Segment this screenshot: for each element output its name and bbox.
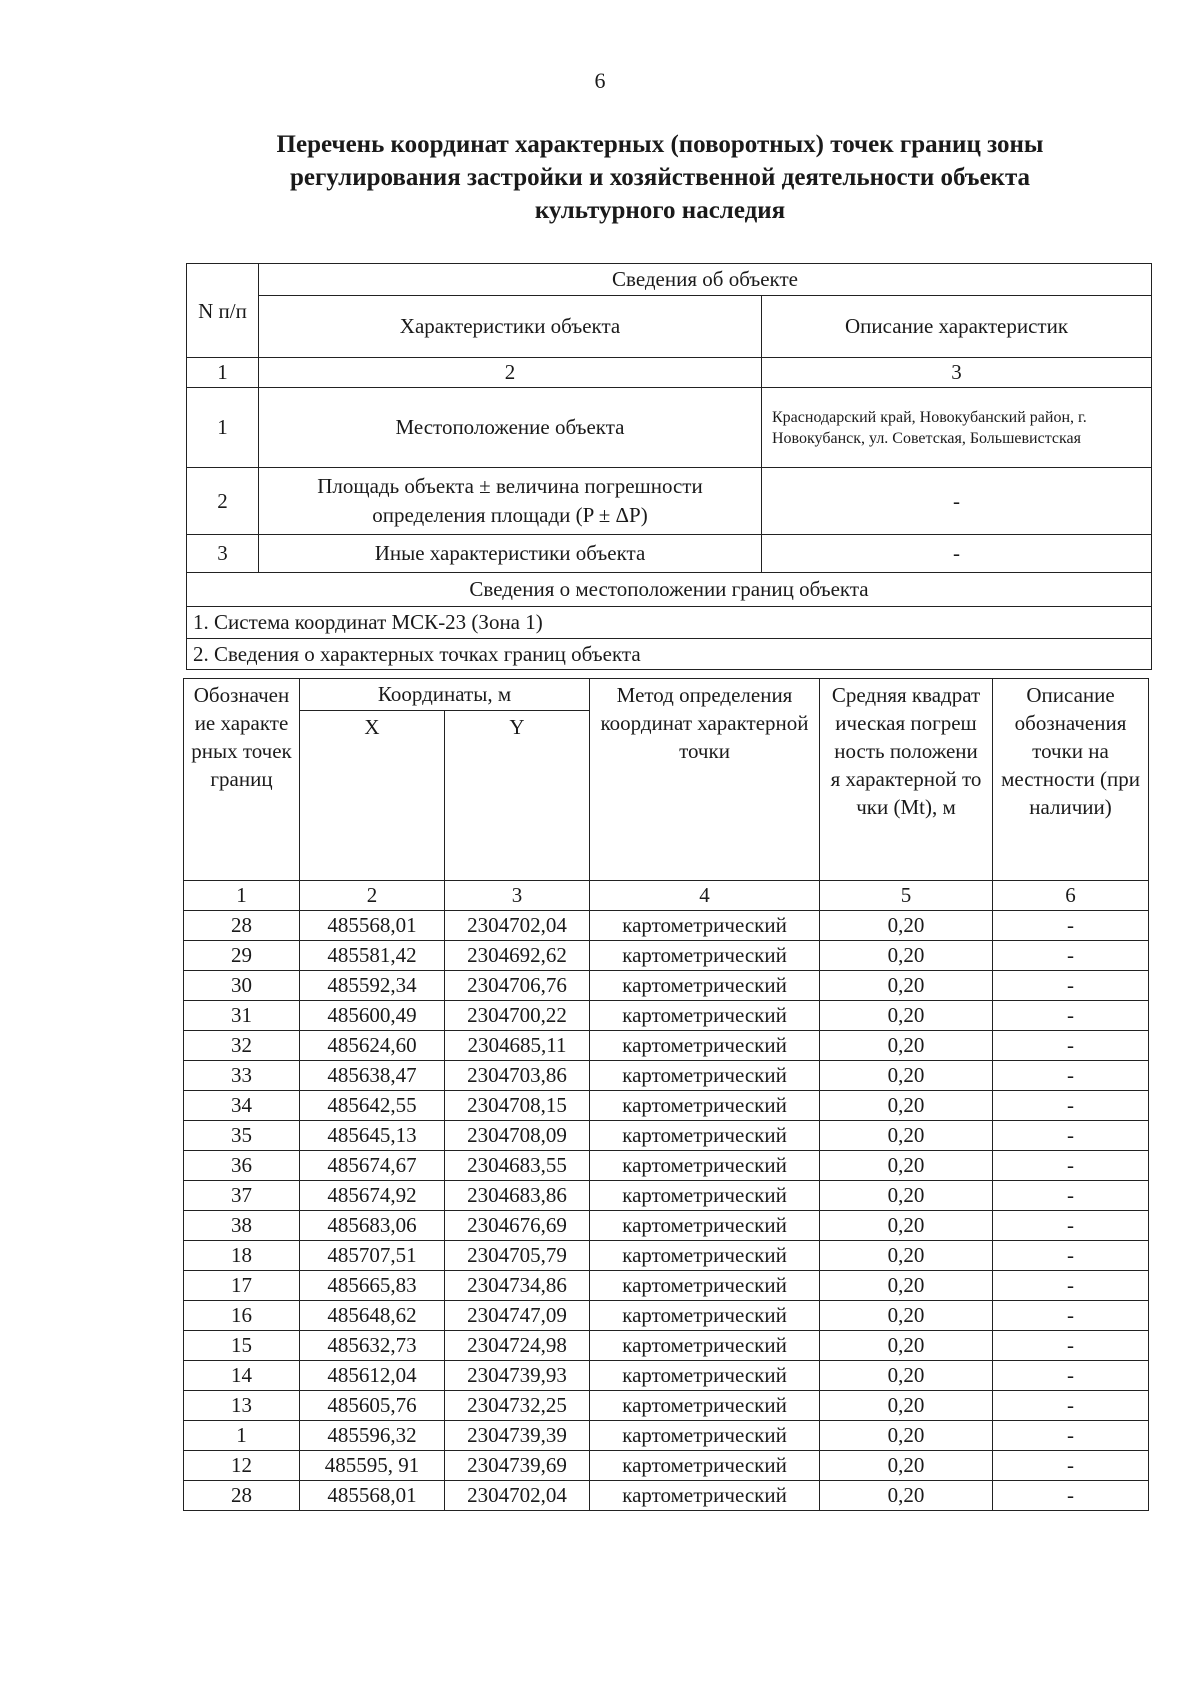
point-method: картометрический xyxy=(590,1181,820,1211)
point-id: 16 xyxy=(184,1301,300,1331)
point-mt: 0,20 xyxy=(820,971,993,1001)
col-index-cell: 3 xyxy=(445,881,590,911)
point-id: 33 xyxy=(184,1061,300,1091)
point-id: 32 xyxy=(184,1031,300,1061)
point-id: 37 xyxy=(184,1181,300,1211)
point-y: 2304702,04 xyxy=(445,1481,590,1511)
point-y: 2304700,22 xyxy=(445,1001,590,1031)
col-index-cell: 4 xyxy=(590,881,820,911)
point-method: картометрический xyxy=(590,941,820,971)
point-method: картометрический xyxy=(590,1031,820,1061)
point-note: - xyxy=(993,1241,1149,1271)
point-x: 485624,60 xyxy=(300,1031,445,1061)
point-method: картометрический xyxy=(590,1361,820,1391)
point-id: 13 xyxy=(184,1391,300,1421)
table-row xyxy=(184,1421,1149,1451)
point-y: 2304683,55 xyxy=(445,1151,590,1181)
object-row xyxy=(187,535,1152,573)
point-y: 2304703,86 xyxy=(445,1061,590,1091)
col-coords-header: Координаты, м xyxy=(300,679,590,711)
point-y: 2304685,11 xyxy=(445,1031,590,1061)
point-note: - xyxy=(993,1031,1149,1061)
point-x: 485605,76 xyxy=(300,1391,445,1421)
point-mt: 0,20 xyxy=(820,1091,993,1121)
object-row xyxy=(187,388,1152,468)
point-mt: 0,20 xyxy=(820,1391,993,1421)
col-note-header: Описание обозначения точки на местности (при наличии) xyxy=(993,679,1149,881)
object-info-table xyxy=(186,263,1152,670)
point-x: 485648,62 xyxy=(300,1301,445,1331)
object-row-name: Местоположение объекта xyxy=(259,388,762,468)
object-row-num: 3 xyxy=(187,535,259,573)
table-row xyxy=(184,1391,1149,1421)
point-note: - xyxy=(993,1481,1149,1511)
point-x: 485632,73 xyxy=(300,1331,445,1361)
object-row-name: Площадь объекта ± величина погрешности определения площади (P ± ΔP) xyxy=(259,468,762,535)
point-mt: 0,20 xyxy=(820,1451,993,1481)
point-mt: 0,20 xyxy=(820,1151,993,1181)
point-id: 28 xyxy=(184,1481,300,1511)
col-x-header: X xyxy=(300,711,445,881)
coord-system-row: 1. Система координат МСК-23 (Зона 1) xyxy=(187,607,1152,639)
point-x: 485592,34 xyxy=(300,971,445,1001)
object-row xyxy=(187,468,1152,535)
col-index-cell: 5 xyxy=(820,881,993,911)
point-y: 2304676,69 xyxy=(445,1211,590,1241)
table-row xyxy=(184,911,1149,941)
table-row xyxy=(184,1001,1149,1031)
point-y: 2304708,15 xyxy=(445,1091,590,1121)
point-note: - xyxy=(993,971,1149,1001)
point-id: 34 xyxy=(184,1091,300,1121)
point-mt: 0,20 xyxy=(820,1301,993,1331)
document-title xyxy=(200,128,1120,227)
object-row-value: Краснодарский край, Новокубанский район, г. Новокубанск, ул. Советская, Большевистская xyxy=(762,388,1152,468)
point-mt: 0,20 xyxy=(820,1481,993,1511)
table-row xyxy=(184,1121,1149,1151)
point-y: 2304732,25 xyxy=(445,1391,590,1421)
col-y-header: Y xyxy=(445,711,590,881)
point-id: 38 xyxy=(184,1211,300,1241)
point-x: 485595, 91 xyxy=(300,1451,445,1481)
point-x: 485612,04 xyxy=(300,1361,445,1391)
point-note: - xyxy=(993,911,1149,941)
point-y: 2304708,09 xyxy=(445,1121,590,1151)
point-mt: 0,20 xyxy=(820,1331,993,1361)
point-id: 18 xyxy=(184,1241,300,1271)
point-mt: 0,20 xyxy=(820,1031,993,1061)
point-note: - xyxy=(993,1271,1149,1301)
point-method: картометрический xyxy=(590,1211,820,1241)
col-num-header: N п/п xyxy=(187,264,259,358)
point-mt: 0,20 xyxy=(820,1421,993,1451)
col-index-cell: 2 xyxy=(259,358,762,388)
point-x: 485596,32 xyxy=(300,1421,445,1451)
point-y: 2304705,79 xyxy=(445,1241,590,1271)
table-row xyxy=(184,1271,1149,1301)
point-note: - xyxy=(993,1331,1149,1361)
point-note: - xyxy=(993,1061,1149,1091)
point-mt: 0,20 xyxy=(820,1271,993,1301)
point-x: 485665,83 xyxy=(300,1271,445,1301)
point-y: 2304739,93 xyxy=(445,1361,590,1391)
point-mt: 0,20 xyxy=(820,1001,993,1031)
table-row xyxy=(184,1301,1149,1331)
point-mt: 0,20 xyxy=(820,1241,993,1271)
object-row-num: 2 xyxy=(187,468,259,535)
point-mt: 0,20 xyxy=(820,911,993,941)
point-id: 31 xyxy=(184,1001,300,1031)
point-mt: 0,20 xyxy=(820,1361,993,1391)
table-row xyxy=(184,1151,1149,1181)
point-method: картометрический xyxy=(590,1481,820,1511)
point-id: 28 xyxy=(184,911,300,941)
point-method: картометрический xyxy=(590,1301,820,1331)
point-mt: 0,20 xyxy=(820,1121,993,1151)
point-note: - xyxy=(993,1361,1149,1391)
point-x: 485568,01 xyxy=(300,911,445,941)
col-point-header: Обозначение характерных точек границ xyxy=(184,679,300,881)
point-method: картометрический xyxy=(590,1331,820,1361)
boundaries-section-header: Сведения о местоположении границ объекта xyxy=(187,573,1152,607)
point-x: 485568,01 xyxy=(300,1481,445,1511)
table-row xyxy=(184,1331,1149,1361)
boundary-points-table xyxy=(183,678,1149,1511)
table-row xyxy=(184,1181,1149,1211)
point-method: картометрический xyxy=(590,1451,820,1481)
point-id: 12 xyxy=(184,1451,300,1481)
point-id: 1 xyxy=(184,1421,300,1451)
point-method: картометрический xyxy=(590,911,820,941)
point-method: картометрический xyxy=(590,1271,820,1301)
col-index-cell: 2 xyxy=(300,881,445,911)
point-method: картометрический xyxy=(590,1151,820,1181)
col-description-header: Описание характеристик xyxy=(762,296,1152,358)
object-row-value: - xyxy=(762,535,1152,573)
point-note: - xyxy=(993,1091,1149,1121)
point-note: - xyxy=(993,941,1149,971)
point-id: 17 xyxy=(184,1271,300,1301)
point-id: 30 xyxy=(184,971,300,1001)
points-header-row: 2. Сведения о характерных точках границ объекта xyxy=(187,639,1152,670)
point-id: 15 xyxy=(184,1331,300,1361)
point-x: 485581,42 xyxy=(300,941,445,971)
point-method: картометрический xyxy=(590,1061,820,1091)
point-y: 2304706,76 xyxy=(445,971,590,1001)
col-index-cell: 3 xyxy=(762,358,1152,388)
point-x: 485674,67 xyxy=(300,1151,445,1181)
object-row-value: - xyxy=(762,468,1152,535)
point-y: 2304734,86 xyxy=(445,1271,590,1301)
point-y: 2304683,86 xyxy=(445,1181,590,1211)
page-number: 6 xyxy=(594,68,606,93)
point-id: 14 xyxy=(184,1361,300,1391)
point-note: - xyxy=(993,1121,1149,1151)
title-line-3: культурного наследия xyxy=(534,197,786,224)
point-y: 2304739,69 xyxy=(445,1451,590,1481)
col-characteristics-header: Характеристики объекта xyxy=(259,296,762,358)
point-mt: 0,20 xyxy=(820,1061,993,1091)
col-index-cell: 1 xyxy=(187,358,259,388)
point-x: 485600,49 xyxy=(300,1001,445,1031)
point-note: - xyxy=(993,1151,1149,1181)
point-y: 2304702,04 xyxy=(445,911,590,941)
object-row-num: 1 xyxy=(187,388,259,468)
table-row xyxy=(184,1361,1149,1391)
point-x: 485642,55 xyxy=(300,1091,445,1121)
table-row xyxy=(184,1061,1149,1091)
object-row-name: Иные характеристики объекта xyxy=(259,535,762,573)
point-x: 485683,06 xyxy=(300,1211,445,1241)
point-method: картометрический xyxy=(590,1421,820,1451)
point-x: 485674,92 xyxy=(300,1181,445,1211)
point-id: 36 xyxy=(184,1151,300,1181)
table-row xyxy=(184,1241,1149,1271)
table-row xyxy=(184,971,1149,1001)
points-body xyxy=(184,911,1149,1511)
table-row xyxy=(184,1031,1149,1061)
point-x: 485638,47 xyxy=(300,1061,445,1091)
col-error-header: Средняя квадратическая погрешность положения характерной точки (Mt), м xyxy=(820,679,993,881)
point-x: 485707,51 xyxy=(300,1241,445,1271)
point-method: картометрический xyxy=(590,1391,820,1421)
col-method-header: Метод определения координат характерной точки xyxy=(590,679,820,881)
point-note: - xyxy=(993,1421,1149,1451)
col-index-cell: 1 xyxy=(184,881,300,911)
table-row xyxy=(184,1481,1149,1511)
point-mt: 0,20 xyxy=(820,941,993,971)
title-line-2: регулирования застройки и хозяйственной деятельности объекта xyxy=(289,164,1031,191)
table-row xyxy=(184,1091,1149,1121)
point-mt: 0,20 xyxy=(820,1181,993,1211)
table-row xyxy=(184,1451,1149,1481)
column-index-row xyxy=(184,881,1149,911)
point-note: - xyxy=(993,1301,1149,1331)
point-note: - xyxy=(993,1391,1149,1421)
point-y: 2304739,39 xyxy=(445,1421,590,1451)
point-note: - xyxy=(993,1451,1149,1481)
point-id: 29 xyxy=(184,941,300,971)
point-note: - xyxy=(993,1181,1149,1211)
point-note: - xyxy=(993,1211,1149,1241)
table-row xyxy=(184,1211,1149,1241)
point-method: картометрический xyxy=(590,1121,820,1151)
point-mt: 0,20 xyxy=(820,1211,993,1241)
point-y: 2304724,98 xyxy=(445,1331,590,1361)
table-row xyxy=(184,941,1149,971)
point-y: 2304692,62 xyxy=(445,941,590,971)
point-method: картометрический xyxy=(590,971,820,1001)
point-id: 35 xyxy=(184,1121,300,1151)
point-x: 485645,13 xyxy=(300,1121,445,1151)
point-method: картометрический xyxy=(590,1091,820,1121)
col-index-cell: 6 xyxy=(993,881,1149,911)
point-note: - xyxy=(993,1001,1149,1031)
point-y: 2304747,09 xyxy=(445,1301,590,1331)
point-method: картометрический xyxy=(590,1241,820,1271)
object-section-header: Сведения об объекте xyxy=(259,264,1152,296)
title-line-1: Перечень координат характерных (поворотных) точек границ зоны xyxy=(276,131,1044,158)
point-method: картометрический xyxy=(590,1001,820,1031)
